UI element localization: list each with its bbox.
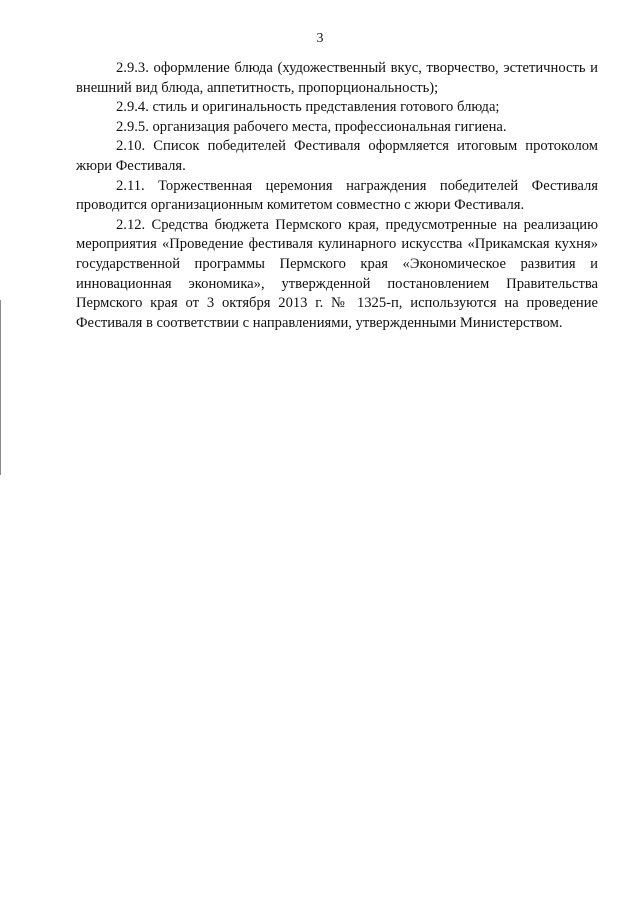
paragraph-2-11: 2.11. Торжественная церемония награждения победителей Фестиваля проводится организационным комитетом совместно с жюри Фестиваля. [76,177,598,214]
paragraph-2-12: 2.12. Средства бюджета Пермского края, предусмотренные на реализацию мероприятия «Проведение фестиваля кулинарного искусства «Прикамская кухня» государственной программы Пермского края «Экономическое развития и инновационная экономика», утвержденной постановлением Правительства Пермского края от 3 октября 2013 г. № 1325-п, используются на проведение Фестиваля в соответствии с направлениями, утвержденными Министерством. [76,216,598,331]
paragraph-2-9-5: 2.9.5. организация рабочего места, профессиональная гигиена. [116,118,507,135]
document-body [76,59,598,333]
paragraph-2-9-3: 2.9.3. оформление блюда (художественный вкус, творчество, эстетичность и внешний вид блюда, аппетитность, пропорциональность); [76,60,598,96]
paragraph-2-10: 2.10. Список победителей Фестиваля оформляется итоговым протоколом жюри Фестиваля. [76,138,598,174]
page-number: 3 [316,31,324,46]
scan-edge-line [0,300,1,475]
paragraph-2-9-4: 2.9.4. стиль и оригинальность представления готового блюда; [116,99,500,116]
